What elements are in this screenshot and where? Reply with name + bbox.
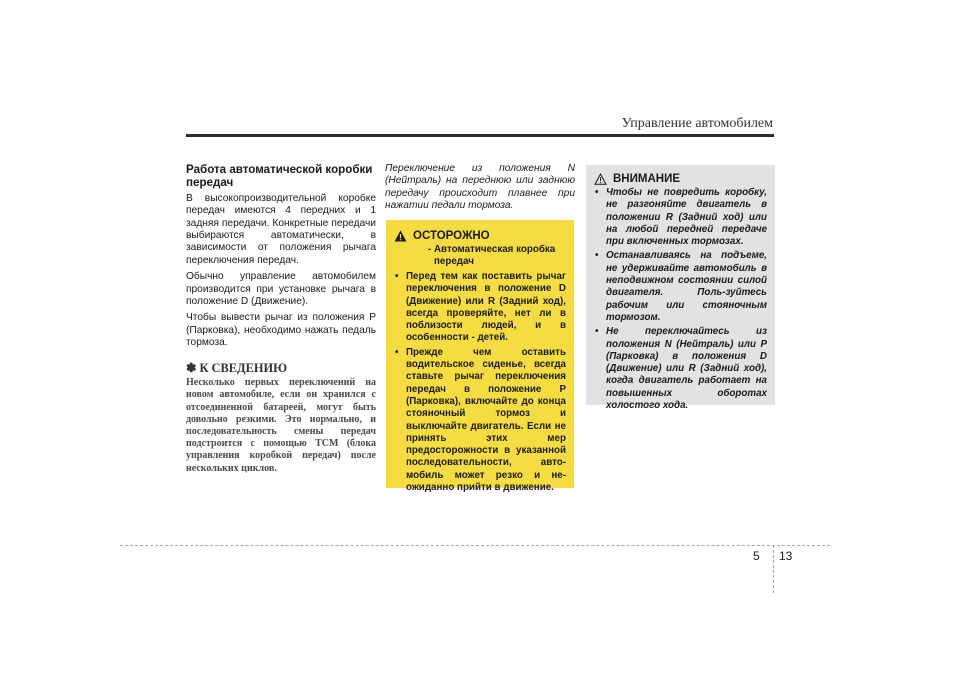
bullet-icon: • bbox=[395, 271, 399, 282]
bullet-icon: • bbox=[395, 346, 399, 358]
caution-item-text: Не переключайтесь из положения N (Нейтраль) или P (Парковка) в положения D (Движение) или R (Задний ход), когда двигатель работает на повышенных оборотах холостого хода. bbox=[606, 326, 767, 412]
shift-note: Переключение из положения N (Нейтраль) на переднюю или заднюю передачу происходит плавнее при нажатии педали тормоза. bbox=[385, 163, 575, 212]
list-item bbox=[594, 250, 767, 324]
list-item bbox=[594, 187, 767, 248]
warning-box bbox=[386, 220, 574, 494]
warning-item-text: Прежде чем оставить водительское сиденье, всегда ставьте рычаг переключения передач в положение P (Парковка), включайте до конца стояночный тормоз и выключайте двигатель. Если не принять этих мер предосторожности в указанной последовательности, авто-мобиль может резко и не-ожиданно прийти в движение. bbox=[406, 346, 566, 494]
warning-title-row bbox=[394, 230, 566, 242]
footer-rule bbox=[120, 545, 830, 546]
page-header-title: Управление автомобилем bbox=[621, 116, 773, 131]
page-number: 13 bbox=[779, 549, 793, 563]
warning-item-text: Перед тем как поставить рычаг переключения в положение D (Движение) или R (Задний ход), всегда проверяйте, нет ли в поблизости людей, и в особенности - детей. bbox=[406, 271, 566, 344]
bullet-icon: • bbox=[595, 187, 599, 198]
section-title: Работа автоматической коробки передач bbox=[186, 163, 373, 190]
caution-box bbox=[586, 165, 775, 412]
list-item bbox=[394, 271, 566, 345]
info-heading: ✽ К СВЕДЕНИЮ bbox=[186, 360, 288, 375]
page-divider bbox=[773, 545, 774, 593]
caution-title: ВНИМАНИЕ bbox=[613, 173, 681, 185]
left-column bbox=[186, 163, 376, 475]
warning-triangle-icon bbox=[394, 230, 407, 242]
header-rule bbox=[186, 134, 774, 137]
caution-item-text: Останавливаясь на подъеме, не удерживайте автомобиль в неподвижном состоянии силой двигателя. Поль-зуйтесь рабочим или стояночным тормозом. bbox=[606, 250, 767, 323]
paragraph: Чтобы вывести рычаг из положения P (Парковка), необходимо нажать педаль тормоза. bbox=[186, 312, 376, 349]
warning-title: ОСТОРОЖНО bbox=[413, 230, 490, 242]
paragraph: Обычно управление автомобилем производится при установке рычага в положение D (Движение). bbox=[186, 271, 376, 308]
list-item bbox=[394, 347, 566, 495]
bullet-icon: • bbox=[595, 250, 599, 262]
warning-subtitle: - Автоматическая коробка передач bbox=[428, 244, 556, 267]
bullet-icon: • bbox=[595, 326, 599, 338]
chapter-number: 5 bbox=[753, 549, 760, 563]
list-item bbox=[594, 326, 767, 412]
caution-triangle-icon bbox=[594, 173, 607, 185]
middle-column bbox=[385, 163, 575, 213]
info-text: Несколько первых переключений на новом автомобиле, если он хранился с отсоединенной батареей, могут быть довольно резкими. Это нормально, и последовательность смены передач подстроится с помощью TCM (блока управления коробкой передач) после нескольких циклов. bbox=[186, 377, 376, 474]
paragraph: В высокопроизводительной коробке передач имеются 4 передних и 1 задняя передачи. Конкретные передачи выбираются автоматически, в зависимости от положения рычага переключения передач. bbox=[186, 192, 376, 266]
caution-item-text: Чтобы не повредить коробку, не разгоняйте двигатель в положении R (Задний ход) или на любой передней передаче при включенных тормозах. bbox=[606, 187, 767, 248]
caution-list bbox=[594, 187, 767, 412]
warning-list bbox=[394, 271, 566, 494]
caution-title-row bbox=[594, 173, 767, 185]
